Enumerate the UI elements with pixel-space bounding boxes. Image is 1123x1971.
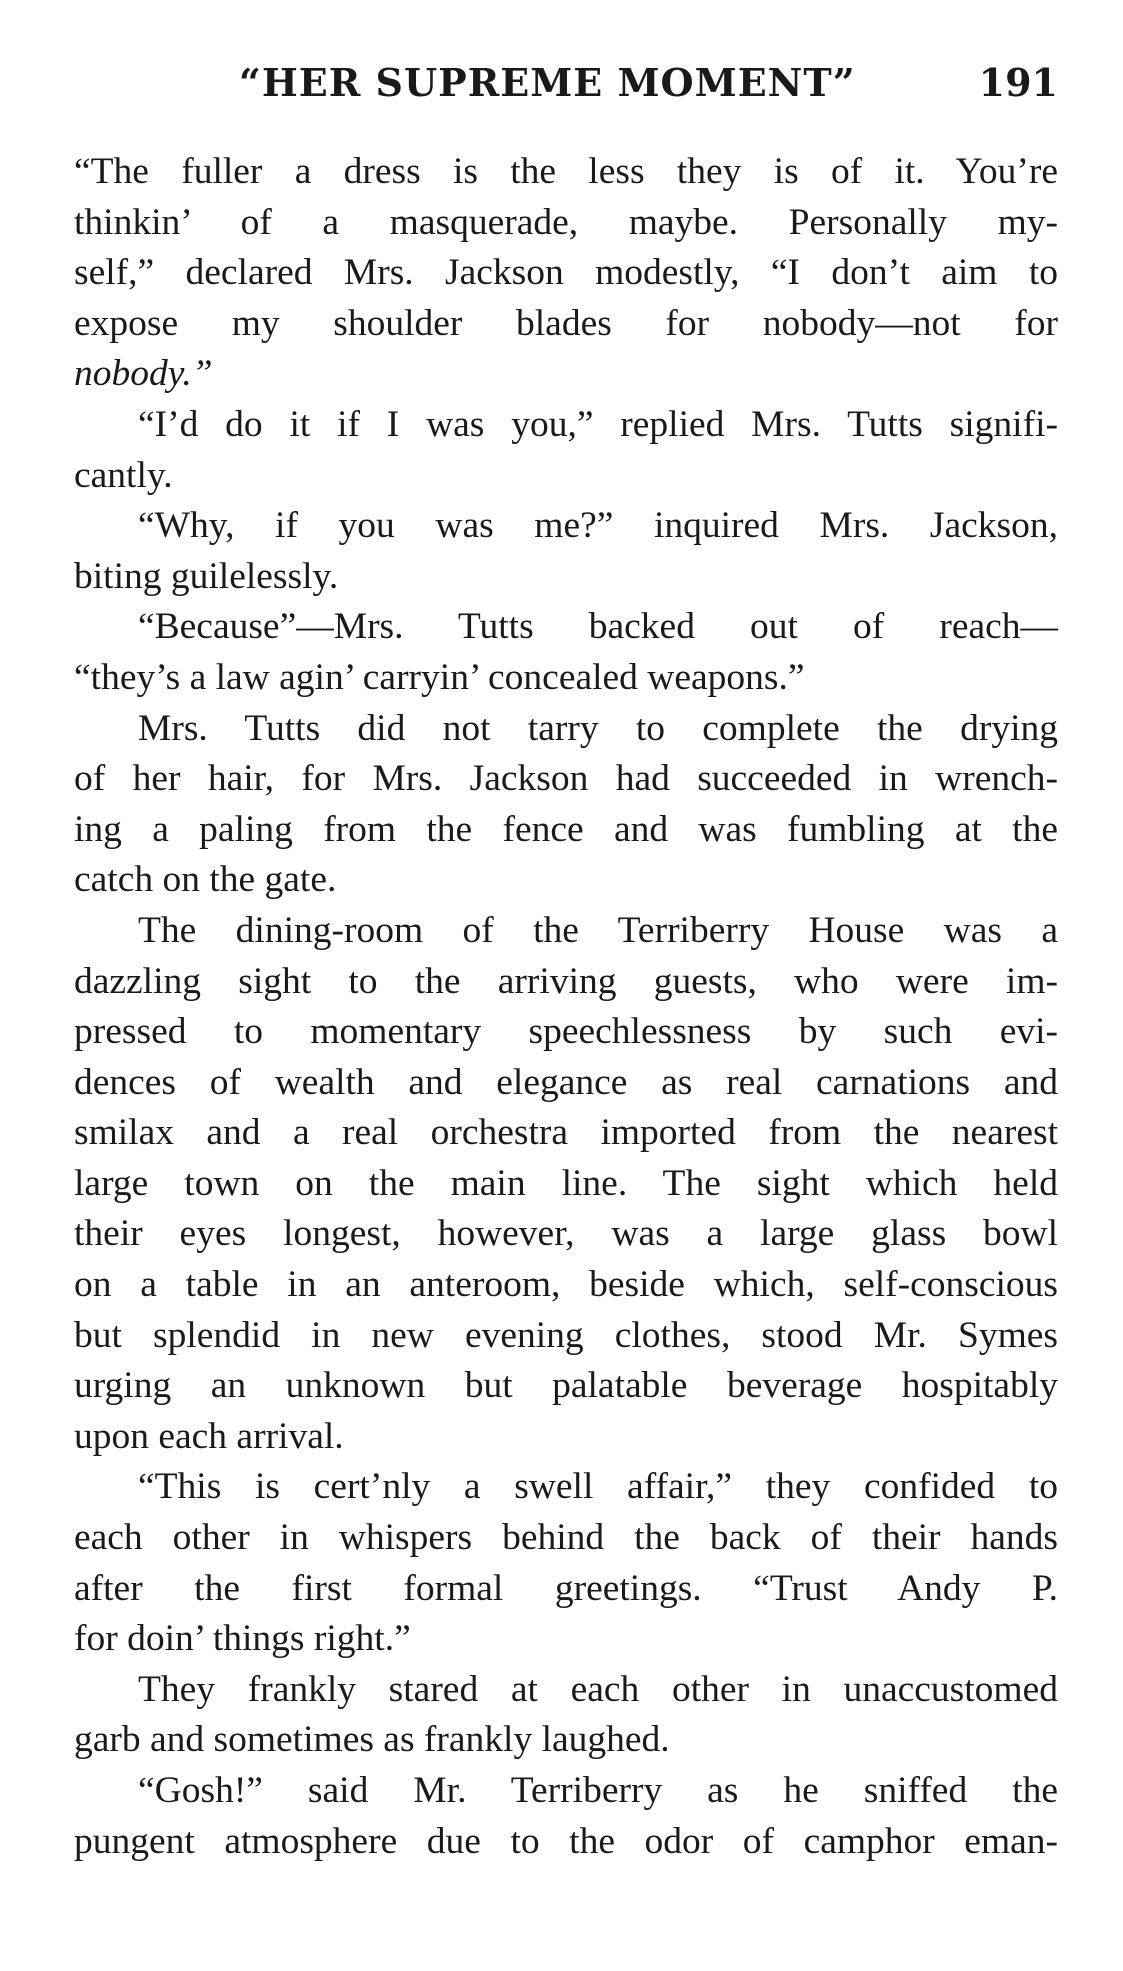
text-line: smilax and a real orchestra imported from the nearest bbox=[74, 1112, 1058, 1154]
text-line: “The fuller a dress is the less they is of it. You’re bbox=[74, 151, 1058, 192]
text-line: “This is cert’nly a swell affair,” they confided to bbox=[138, 1466, 1058, 1508]
text-line: large town on the main line. The sight which held bbox=[74, 1162, 1058, 1204]
text-line: pressed to momentary speechlessness by such evi- bbox=[74, 1011, 1058, 1053]
text-line: of her hair, for Mrs. Jackson had succeeded in wrench- bbox=[74, 758, 1058, 800]
text-line: biting guilelessly. bbox=[74, 555, 339, 597]
text-line: upon each arrival. bbox=[74, 1415, 344, 1457]
text-line: thinkin’ of a masquerade, maybe. Personally my- bbox=[74, 201, 1058, 243]
text-line: for doin’ things right.” bbox=[74, 1618, 411, 1660]
text-line: pungent atmosphere due to the odor of camphor eman- bbox=[74, 1820, 1058, 1862]
text-line: “I’d do it if I was you,” replied Mrs. Tutts signifi- bbox=[138, 403, 1058, 445]
text-line: expose my shoulder blades for nobody—not for bbox=[74, 302, 1058, 344]
text-line: ing a paling from the fence and was fumbling at the bbox=[74, 808, 1058, 850]
text-line: catch on the gate. bbox=[74, 859, 337, 901]
text-line: each other in whispers behind the back of their hands bbox=[74, 1517, 1058, 1559]
text-line: “Why, if you was me?” inquired Mrs. Jackson, bbox=[138, 505, 1058, 547]
body-text bbox=[74, 147, 1058, 1867]
text-line: The dining-room of the Terriberry House was a bbox=[138, 909, 1058, 951]
text-line: “they’s a law agin’ carryin’ concealed weapons.” bbox=[74, 656, 805, 698]
page-number: 191 bbox=[978, 60, 1058, 105]
text-line: “Gosh!” said Mr. Terriberry as he sniffed the bbox=[138, 1770, 1058, 1811]
text-line: “Because”—Mrs. Tutts backed out of reach— bbox=[138, 606, 1058, 648]
text-line: dences of wealth and elegance as real carnations and bbox=[74, 1061, 1058, 1103]
text-line: self,” declared Mrs. Jackson modestly, “I don’t aim to bbox=[74, 252, 1058, 294]
text-line: They frankly stared at each other in unaccustomed bbox=[138, 1668, 1058, 1710]
text-line: but splendid in new evening clothes, stood Mr. Symes bbox=[74, 1314, 1058, 1356]
text-line: their eyes longest, however, was a large glass bowl bbox=[74, 1213, 1058, 1255]
text-line: on a table in an anteroom, beside which, self-conscious bbox=[74, 1264, 1058, 1306]
text-line: urging an unknown but palatable beverage hospitably bbox=[74, 1365, 1058, 1407]
chapter-title: “HER SUPREME MOMENT” bbox=[239, 60, 856, 105]
text-line: nobody.” bbox=[74, 353, 213, 395]
text-line: cantly. bbox=[74, 454, 173, 496]
text-line: garb and sometimes as frankly laughed. bbox=[74, 1719, 670, 1761]
text-line: dazzling sight to the arriving guests, who were im- bbox=[74, 960, 1058, 1002]
running-head bbox=[74, 58, 1058, 108]
text-line: Mrs. Tutts did not tarry to complete the drying bbox=[138, 707, 1058, 749]
text-line: after the first formal greetings. “Trust Andy P. bbox=[74, 1567, 1058, 1609]
